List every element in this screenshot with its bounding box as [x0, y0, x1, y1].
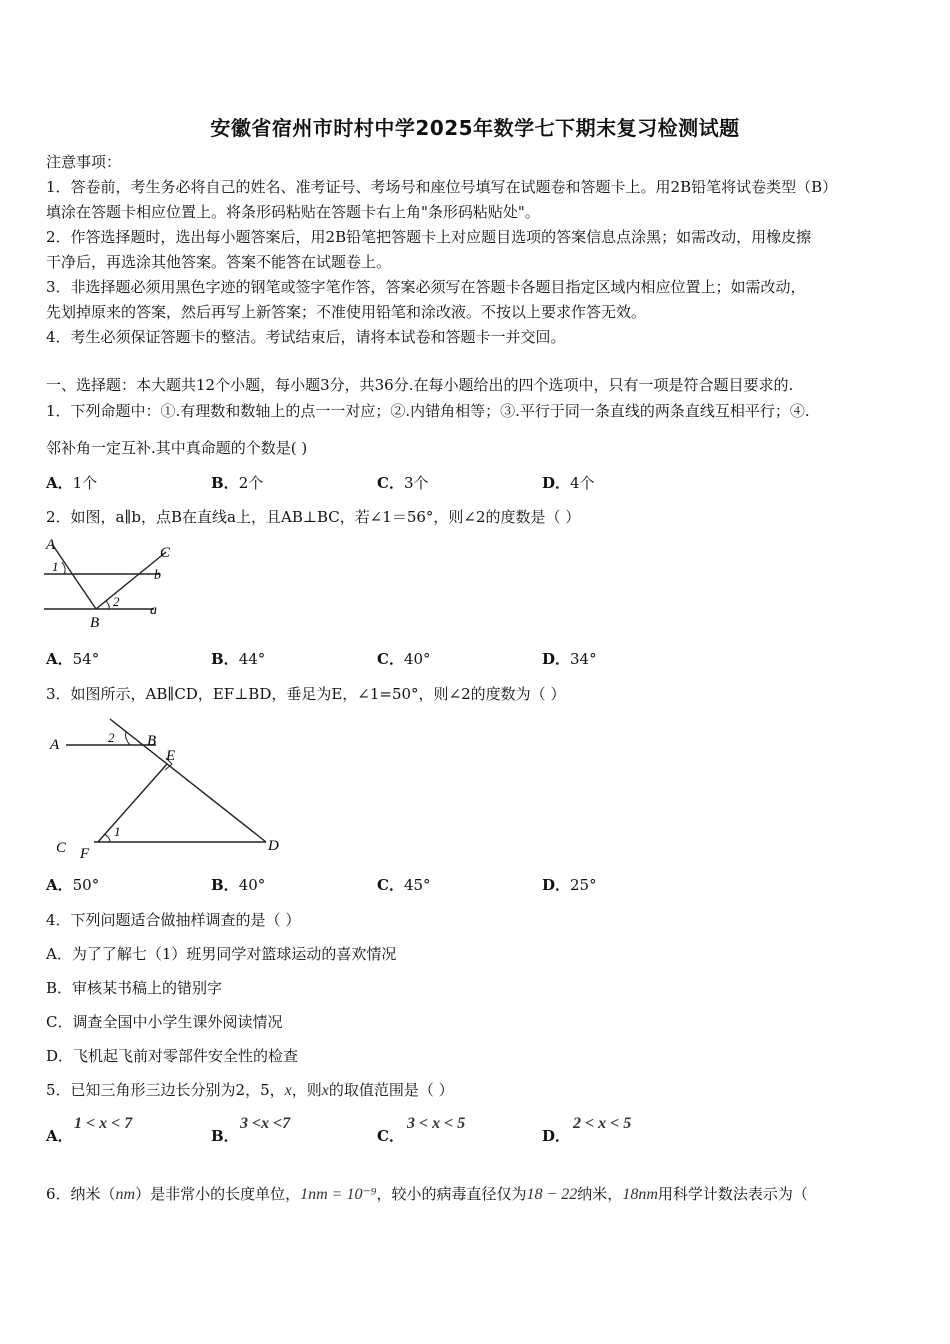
q3-line-bd [110, 719, 266, 842]
q3-stem: 3．如图所示，AB∥CD，EF⊥BD，垂足为E，∠1=50°，则∠2的度数为（ ） [46, 685, 566, 703]
q5-option-c-letter[interactable]: C． [377, 1127, 404, 1145]
q2-figure [42, 532, 182, 632]
q4-option-c[interactable]: C．调查全国中小学生课外阅读情况 [46, 1013, 283, 1031]
q5-option-a-text[interactable]: 1 < x < 7 [74, 1115, 133, 1132]
q2-option-a[interactable]: A．54° [46, 650, 100, 668]
q2-option-d[interactable]: D．34° [542, 650, 597, 668]
q5-option-d-text[interactable]: 2 < x < 5 [573, 1115, 632, 1132]
q5-option-b-letter[interactable]: B． [211, 1127, 239, 1145]
q5-option-d-letter[interactable]: D． [542, 1127, 571, 1145]
q3-label-b: B [147, 733, 157, 749]
q3-label-c: C [56, 840, 67, 856]
q2-label-b-point: B [90, 615, 100, 631]
q3-label-a: A [50, 737, 60, 753]
notice-line-3: 2．作答选择题时，选出每小题答案后，用2B铅笔把答题卡上对应题目选项的答案信息点涂黑；如需改动，用橡皮擦 [46, 228, 812, 246]
q2-segment-ab [52, 544, 96, 609]
q1-stem-line-1: 1．下列命题中：①.有理数和数轴上的点一一对应；②.内错角相等；③.平行于同一条直线的两条直线互相平行；④. [46, 402, 810, 420]
q1-option-d[interactable]: D．4个 [542, 474, 595, 492]
q3-label-e: E [166, 748, 176, 764]
q2-label-b-line: b [154, 568, 161, 583]
q2-option-b[interactable]: B．44° [211, 650, 266, 668]
q2-label-angle-1: 1 [52, 559, 59, 574]
q2-option-c[interactable]: C．40° [377, 650, 431, 668]
q2-stem: 2．如图，a∥b，点B在直线a上，且AB⊥BC，若∠1＝56°，则∠2的度数是（ ） [46, 508, 581, 526]
q3-option-c[interactable]: C．45° [377, 876, 431, 894]
q2-angle-2-arc [106, 601, 109, 609]
notice-line-4: 干净后，再选涂其他答案。答案不能答在试题卷上。 [46, 253, 392, 271]
q3-line-ef [98, 764, 167, 842]
notice-line-1: 1．答卷前，考生务必将自己的姓名、准考证号、考场号和座位号填写在试题卷和答题卡上。用2B铅笔将试卷类型（B） [46, 178, 838, 196]
q1-option-b[interactable]: B．2个 [211, 474, 264, 492]
q6-stem: 6．纳米（nm）是非常小的长度单位，1nm = 10⁻⁹，较小的病毒直径仅为18 − 22纳米，18nm用科学计数法表示为（ [46, 1185, 808, 1203]
q3-option-a[interactable]: A．50° [46, 876, 100, 894]
q4-option-a[interactable]: A．为了了解七（1）班男同学对篮球运动的喜欢情况 [46, 945, 397, 963]
notice-line-5: 3．非选择题必须用黑色字迹的钢笔或签字笔作答，答案必须写在答题卡各题目指定区域内相应位置上；如需改动， [46, 278, 806, 296]
notice-line-6: 先划掉原来的答案，然后再写上新答案；不准使用铅笔和涂改液。不按以上要求作答无效。 [46, 303, 647, 321]
notice-line-7: 4．考生必须保证答题卡的整洁。考试结束后，请将本试卷和答题卡一并交回。 [46, 328, 566, 346]
q4-option-b[interactable]: B．审核某书稿上的错别字 [46, 979, 223, 997]
q4-stem: 4．下列问题适合做抽样调查的是（ ） [46, 911, 301, 929]
q5-stem: 5．已知三角形三边长分别为2，5，x，则x的取值范围是（ ） [46, 1081, 454, 1099]
q1-option-a[interactable]: A．1个 [46, 474, 98, 492]
q2-label-c-point: C [160, 545, 171, 561]
q3-label-angle-2: 2 [108, 730, 115, 745]
page-title: 安徽省宿州市时村中学2025年数学七下期末复习检测试题 [210, 116, 740, 140]
q3-option-b[interactable]: B．40° [211, 876, 266, 894]
q1-stem-line-2: 邻补角一定互补.其中真命题的个数是( ) [46, 439, 308, 457]
q5-option-c-text[interactable]: 3 < x < 5 [407, 1115, 466, 1132]
q3-label-angle-1: 1 [114, 824, 121, 839]
q3-label-f: F [80, 846, 90, 862]
q3-label-d: D [268, 838, 279, 854]
q5-option-a-letter[interactable]: A． [46, 1127, 73, 1145]
notice-line-2: 填涂在答题卡相应位置上。将条形码粘贴在答题卡右上角"条形码粘贴处"。 [46, 203, 540, 221]
q3-option-d[interactable]: D．25° [542, 876, 597, 894]
q1-option-c[interactable]: C．3个 [377, 474, 429, 492]
q2-label-angle-2: 2 [113, 594, 120, 609]
notice-heading: 注意事项： [46, 153, 122, 171]
q2-label-a-point: A [46, 537, 56, 553]
q3-figure [48, 712, 298, 862]
q2-label-a-line: a [150, 603, 157, 618]
q5-option-b-text[interactable]: 3 <x <7 [240, 1115, 291, 1132]
q4-option-d[interactable]: D．飞机起飞前对零部件安全性的检查 [46, 1047, 299, 1065]
section-heading: 一、选择题：本大题共12个小题，每小题3分，共36分.在每小题给出的四个选项中，只有一项是符合题目要求的. [46, 376, 794, 394]
